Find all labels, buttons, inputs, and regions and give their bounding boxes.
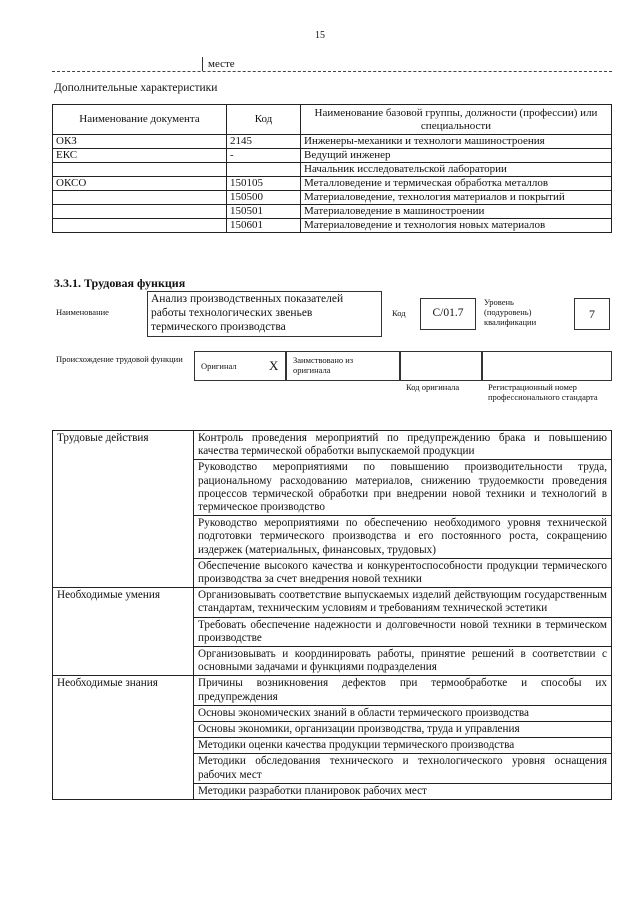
level-label: Уровень (подуровень) квалификации <box>484 297 537 327</box>
cell-group: Материаловедение в машиностроении <box>301 205 612 219</box>
table-row <box>53 205 612 219</box>
function-code-box <box>420 298 476 330</box>
skill-item: Организовывать соответствие выпускаемых изделий действующим государственным стандартам, техническим условиям и требованиям технической эстетики <box>194 588 612 617</box>
table-row <box>53 219 612 233</box>
table-row <box>53 149 612 163</box>
row-label-skills: Необходимые умения <box>53 588 194 676</box>
level-value: 7 <box>589 307 595 321</box>
row-label-knowledge: Необходимые знания <box>53 676 194 800</box>
origin-code-caption: Код оригинала <box>406 382 460 392</box>
function-name-box <box>147 291 382 337</box>
cell-group: Инженеры-механики и технологи машиностроения <box>301 135 612 149</box>
origin-original-box <box>194 351 286 381</box>
additional-characteristics-title: Дополнительные характеристики <box>54 82 218 94</box>
cell-code: 150601 <box>227 219 301 233</box>
origin-reg-caption: Регистрационный номер профессионального стандарта <box>488 382 598 402</box>
action-item: Руководство мероприятиями по обеспечению необходимого уровня технической подготовки термического производства и его постоянного роста, сокращению издержек (материальных, финансовых, трудовых) <box>194 516 612 559</box>
top-cell-text: месте <box>208 58 235 70</box>
page-number: 15 <box>315 30 325 41</box>
top-cell-divider <box>202 57 203 71</box>
cell-group: Ведущий инженер <box>301 149 612 163</box>
table-row <box>53 135 612 149</box>
knowledge-item: Методики обследования технического и технологического уровня оснащения рабочих мест <box>194 754 612 783</box>
cell-document: ЕКС <box>53 149 227 163</box>
table-row <box>53 431 612 460</box>
action-item: Контроль проведения мероприятий по предупреждению брака и повышению качества термической обработки выпускаемой продукции <box>194 431 612 460</box>
origin-original: Оригинал <box>201 361 237 371</box>
header-document: Наименование документа <box>53 105 227 135</box>
top-continuation-row <box>52 57 612 72</box>
cell-group: Материаловедение, технология материалов и покрытий <box>301 191 612 205</box>
additional-characteristics-table <box>52 104 612 233</box>
origin-reg-box <box>482 351 612 381</box>
name-label: Наименование <box>56 307 109 317</box>
function-heading: 3.3.1. Трудовая функция <box>54 276 186 290</box>
table-row <box>53 177 612 191</box>
action-item: Руководство мероприятиями по повышению производительности труда, рациональному расходованию материалов, снижению трудоемкости проведения процессов термической обработки при внедрении новой техники и технологий в термическое производство <box>194 460 612 516</box>
row-label-actions: Трудовые действия <box>53 431 194 588</box>
skill-item: Организовывать и координировать работы, принятие решений в соответствии с основными задачами и функциями подразделения <box>194 647 612 676</box>
header-code: Код <box>227 105 301 135</box>
knowledge-item: Основы экономических знаний в области термического производства <box>194 705 612 721</box>
code-label: Код <box>392 308 406 318</box>
table-header-row <box>53 105 612 135</box>
cell-group: Начальник исследовательской лаборатории <box>301 163 612 177</box>
cell-code: - <box>227 149 301 163</box>
action-item: Обеспечение высокого качества и конкурентоспособности продукции термического производства за счет внедрения новой техники <box>194 558 612 587</box>
level-box <box>574 298 610 330</box>
knowledge-item: Методики оценки качества продукции термического производства <box>194 738 612 754</box>
skill-item: Требовать обеспечение надежности и долговечности новой техники в термическом производстве <box>194 617 612 646</box>
origin-borrowed-box <box>286 351 400 381</box>
table-row <box>53 163 612 177</box>
table-row <box>53 676 612 705</box>
knowledge-item: Основы экономики, организации производства, труда и управления <box>194 722 612 738</box>
cell-code: 2145 <box>227 135 301 149</box>
table-row <box>53 191 612 205</box>
function-code-value: C/01.7 <box>432 307 464 319</box>
cell-document: ОКЗ <box>53 135 227 149</box>
cell-document <box>53 219 227 233</box>
table-row <box>53 588 612 617</box>
origin-label: Происхождение трудовой функции <box>56 354 183 364</box>
cell-document: ОКСО <box>53 177 227 191</box>
cell-code <box>227 163 301 177</box>
cell-group: Металловедение и термическая обработка металлов <box>301 177 612 191</box>
cell-code: 150501 <box>227 205 301 219</box>
function-details-table <box>52 430 612 800</box>
origin-mark: X <box>269 358 279 373</box>
function-name-value: Анализ производственных показателей работы технологических звеньев термического производства <box>151 293 344 333</box>
cell-document <box>53 205 227 219</box>
cell-code: 150500 <box>227 191 301 205</box>
knowledge-item: Причины возникновения дефектов при термообработке и способы их предупреждения <box>194 676 612 705</box>
knowledge-item: Методики разработки планировок рабочих мест <box>194 783 612 799</box>
cell-document <box>53 163 227 177</box>
cell-document <box>53 191 227 205</box>
origin-borrowed: Заимствовано из оригинала <box>293 355 354 375</box>
cell-code: 150105 <box>227 177 301 191</box>
origin-code-box <box>400 351 482 381</box>
cell-group: Материаловедение и технология новых материалов <box>301 219 612 233</box>
header-group: Наименование базовой группы, должности (профессии) или специальности <box>301 105 612 135</box>
